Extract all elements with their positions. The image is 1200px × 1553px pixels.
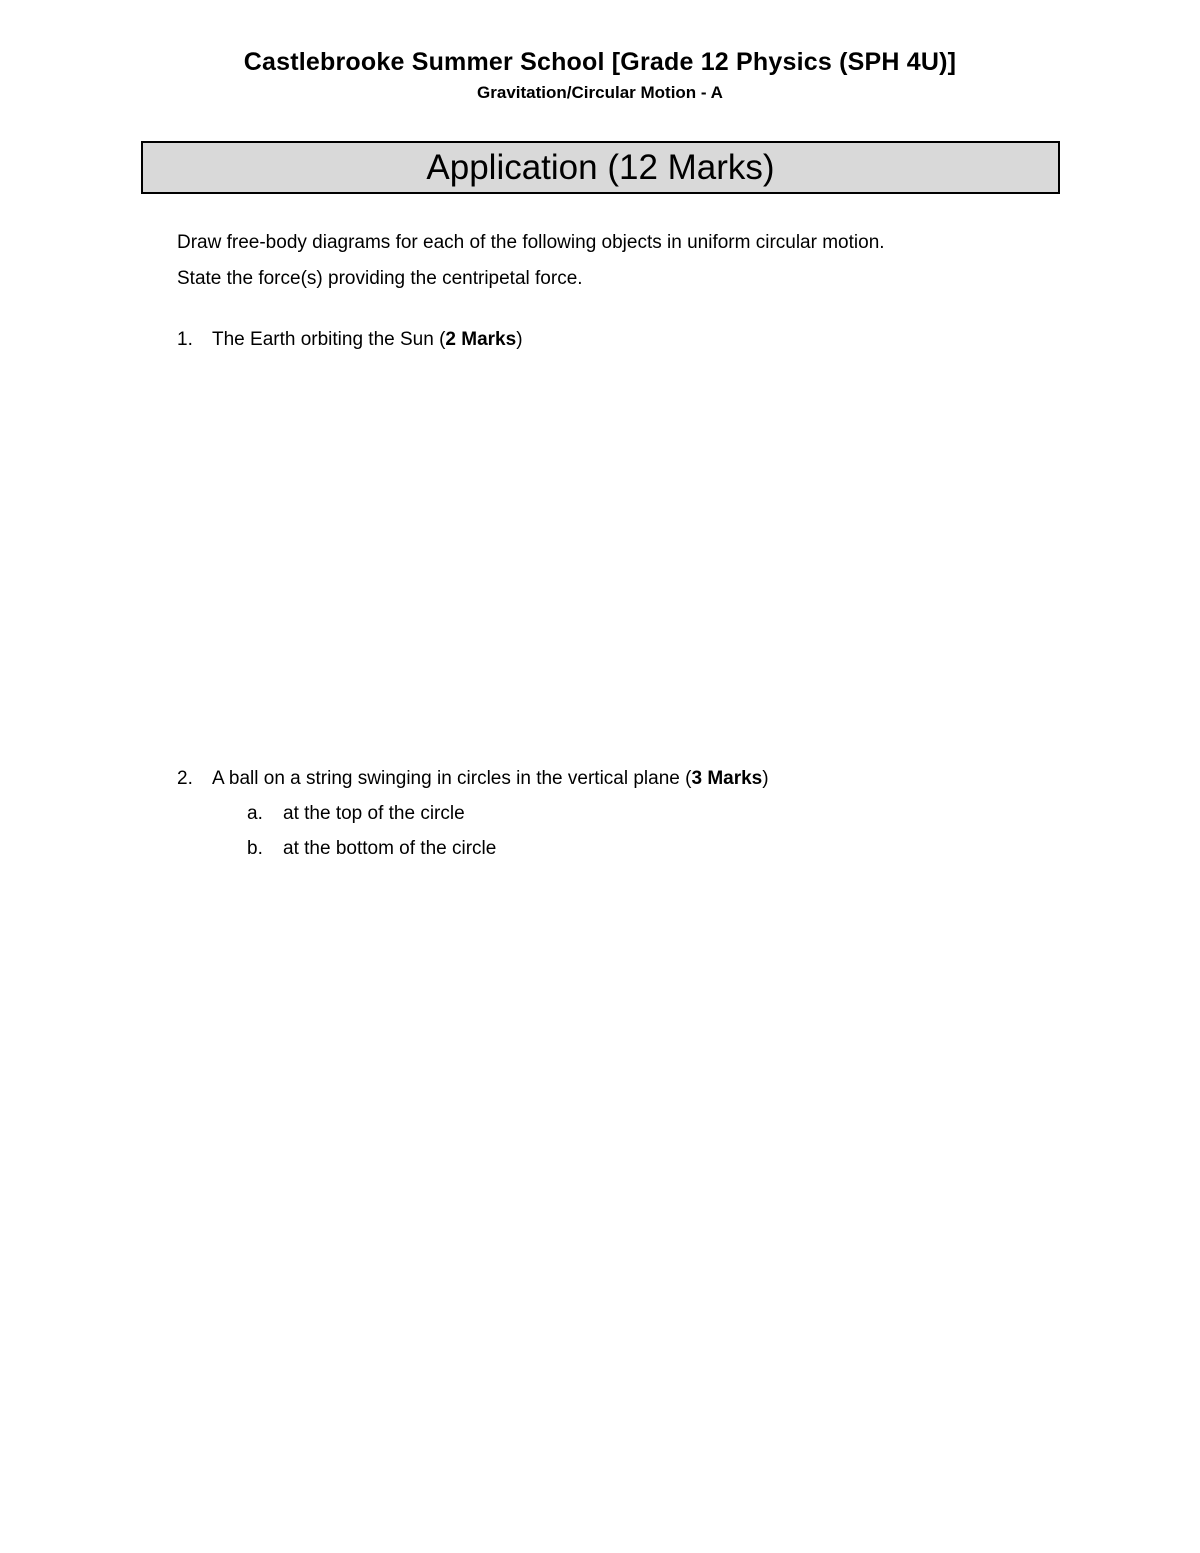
- question-text: A ball on a string swinging in circles in the vertical plane (: [212, 768, 692, 789]
- question-text-close: ): [762, 768, 769, 789]
- question-text: The Earth orbiting the Sun (: [212, 329, 446, 350]
- instructions-line-1: Draw free-body diagrams for each of the following objects in uniform circular motion.: [177, 232, 885, 253]
- question-2: [177, 761, 769, 866]
- page-header: [0, 44, 1200, 106]
- sub-item-a: [247, 796, 769, 831]
- section-banner: [141, 141, 1060, 194]
- instructions-line-2: State the force(s) providing the centripetal force.: [177, 268, 583, 289]
- question-number: 1.: [177, 329, 193, 350]
- sub-item-b: [247, 831, 769, 866]
- question-1: [177, 322, 523, 357]
- sub-item-text: at the top of the circle: [283, 803, 465, 824]
- sub-item-letter: a.: [247, 803, 263, 824]
- document-title: Castlebrooke Summer School [Grade 12 Physics (SPH 4U)]: [243, 48, 957, 76]
- question-marks: 2 Marks: [445, 329, 517, 350]
- question-marks: 3 Marks: [691, 768, 763, 789]
- question-text-close: ): [516, 329, 523, 350]
- document-subtitle: Gravitation/Circular Motion - A: [477, 83, 723, 102]
- sub-item-text: at the bottom of the circle: [283, 838, 497, 859]
- sub-item-letter: b.: [247, 838, 263, 859]
- section-title: Application (12 Marks): [426, 148, 775, 187]
- question-number: 2.: [177, 768, 193, 789]
- instructions: [177, 225, 1077, 297]
